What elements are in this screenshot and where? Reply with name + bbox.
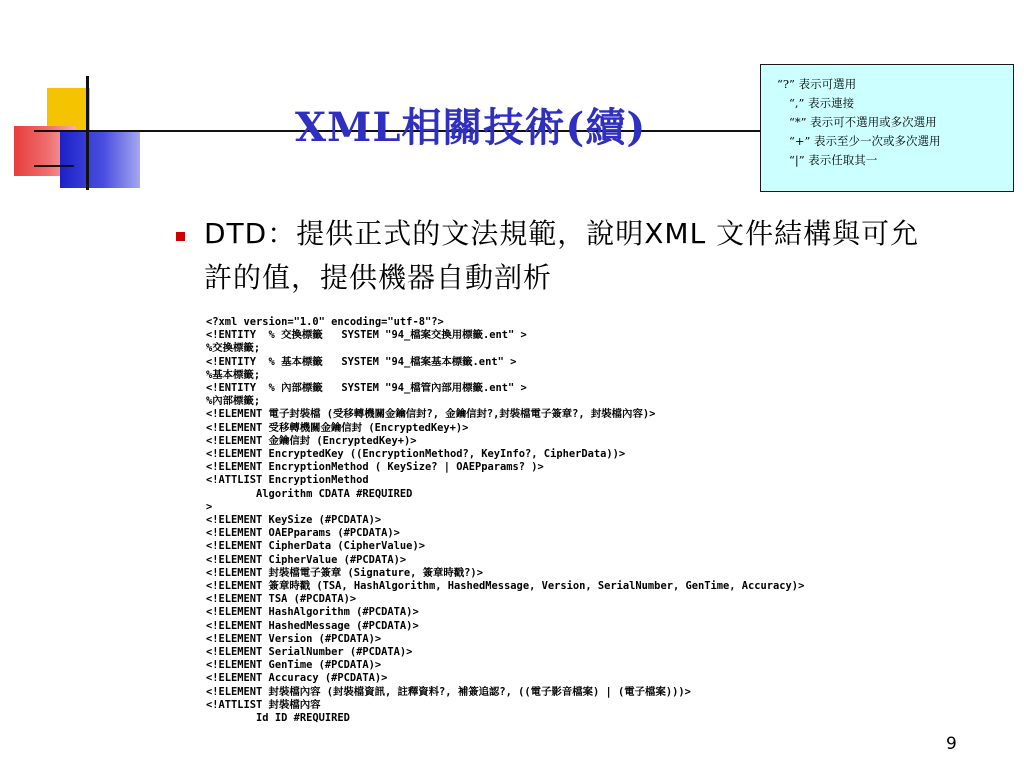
code-line: <!ELEMENT OAEPparams (#PCDATA)> xyxy=(206,527,400,540)
notation-optional: “?” 表示可選用 xyxy=(777,77,857,91)
code-line: <!ELEMENT SerialNumber (#PCDATA)> xyxy=(206,646,413,659)
code-line: <!ELEMENT HashedMessage (#PCDATA)> xyxy=(206,619,419,632)
notation-one-or-more: “+” 表示至少一次或多次選用 xyxy=(789,134,941,148)
code-line: <!ELEMENT 受移轉機關金鑰信封 (EncryptedKey+)> xyxy=(206,421,469,434)
notation-legend-box xyxy=(760,64,1014,192)
notation-zero-or-more: “*” 表示可不選用或多次選用 xyxy=(789,115,937,129)
code-line: Id ID #REQUIRED xyxy=(206,712,350,725)
decorative-blue-block xyxy=(60,130,140,188)
decorative-horizontal-line-short xyxy=(34,165,74,167)
code-line: <!ATTLIST 封裝檔內容 xyxy=(206,698,321,711)
code-line: <!ELEMENT 封裝檔電子簽章 (Signature, 簽章時戳?)> xyxy=(206,566,483,579)
code-line: <?xml version="1.0" encoding="utf-8"?> xyxy=(206,316,444,328)
code-line: <!ENTITY % 交換標籤 SYSTEM "94_檔案交換用標籤.ent" > xyxy=(206,329,527,342)
code-line: %內部標籤; xyxy=(206,395,261,408)
code-line: <!ELEMENT Version (#PCDATA)> xyxy=(206,632,382,645)
code-line: <!ELEMENT 簽章時戳 (TSA, HashAlgorithm, HashedMessage, Version, SerialNumber, GenTime, Accuracy)> xyxy=(206,580,805,593)
code-line: <!ENTITY % 內部標籤 SYSTEM "94_檔管內部用標籤.ent" > xyxy=(206,382,527,395)
code-line: <!ELEMENT EncryptedKey ((EncryptionMethod?, KeyInfo?, CipherData))> xyxy=(206,448,626,461)
code-line: <!ELEMENT TSA (#PCDATA)> xyxy=(206,593,357,606)
code-line: <!ELEMENT Accuracy (#PCDATA)> xyxy=(206,672,388,685)
code-line: <!ELEMENT 封裝檔內容 (封裝檔資訊, 註釋資料?, 補簽追認?, ((電子影音檔案) | (電子檔案)))> xyxy=(206,685,691,698)
code-line: <!ELEMENT 金鑰信封 (EncryptedKey+)> xyxy=(206,434,417,447)
code-line: <!ELEMENT HashAlgorithm (#PCDATA)> xyxy=(206,606,419,619)
code-line: <!ENTITY % 基本標籤 SYSTEM "94_檔案基本標籤.ent" > xyxy=(206,355,517,368)
code-line: <!ATTLIST EncryptionMethod xyxy=(206,474,369,487)
code-line: <!ELEMENT CipherData (CipherValue)> xyxy=(206,540,425,553)
code-line: > xyxy=(206,500,213,513)
dtd-code-listing xyxy=(206,316,986,725)
bullet-square-icon xyxy=(176,232,185,241)
code-line: %基本標籤; xyxy=(206,368,261,381)
code-line: <!ELEMENT KeySize (#PCDATA)> xyxy=(206,514,382,527)
page-number: 9 xyxy=(946,734,957,754)
code-line: Algorithm CDATA #REQUIRED xyxy=(206,487,413,500)
code-line: <!ELEMENT 電子封裝檔 (受移轉機關金鑰信封?, 金鑰信封?,封裝檔電子簽章?, 封裝檔內容)> xyxy=(206,408,656,421)
code-line: <!ELEMENT GenTime (#PCDATA)> xyxy=(206,659,382,672)
code-line: <!ELEMENT EncryptionMethod ( KeySize? | OAEPparams? )> xyxy=(206,461,544,474)
slide-title: XML相關技術(續) xyxy=(295,104,647,151)
decorative-vertical-line xyxy=(86,76,89,190)
notation-sequence: “,” 表示連接 xyxy=(789,96,855,110)
code-line: %交換標籤; xyxy=(206,342,261,355)
bullet-item xyxy=(176,212,936,300)
notation-choice: “|” 表示任取其一 xyxy=(789,153,878,167)
code-line: <!ELEMENT CipherValue (#PCDATA)> xyxy=(206,553,407,566)
bullet-text: DTD：提供正式的文法規範，說明XML 文件結構與可允許的值，提供機器自動剖析 xyxy=(204,217,920,294)
